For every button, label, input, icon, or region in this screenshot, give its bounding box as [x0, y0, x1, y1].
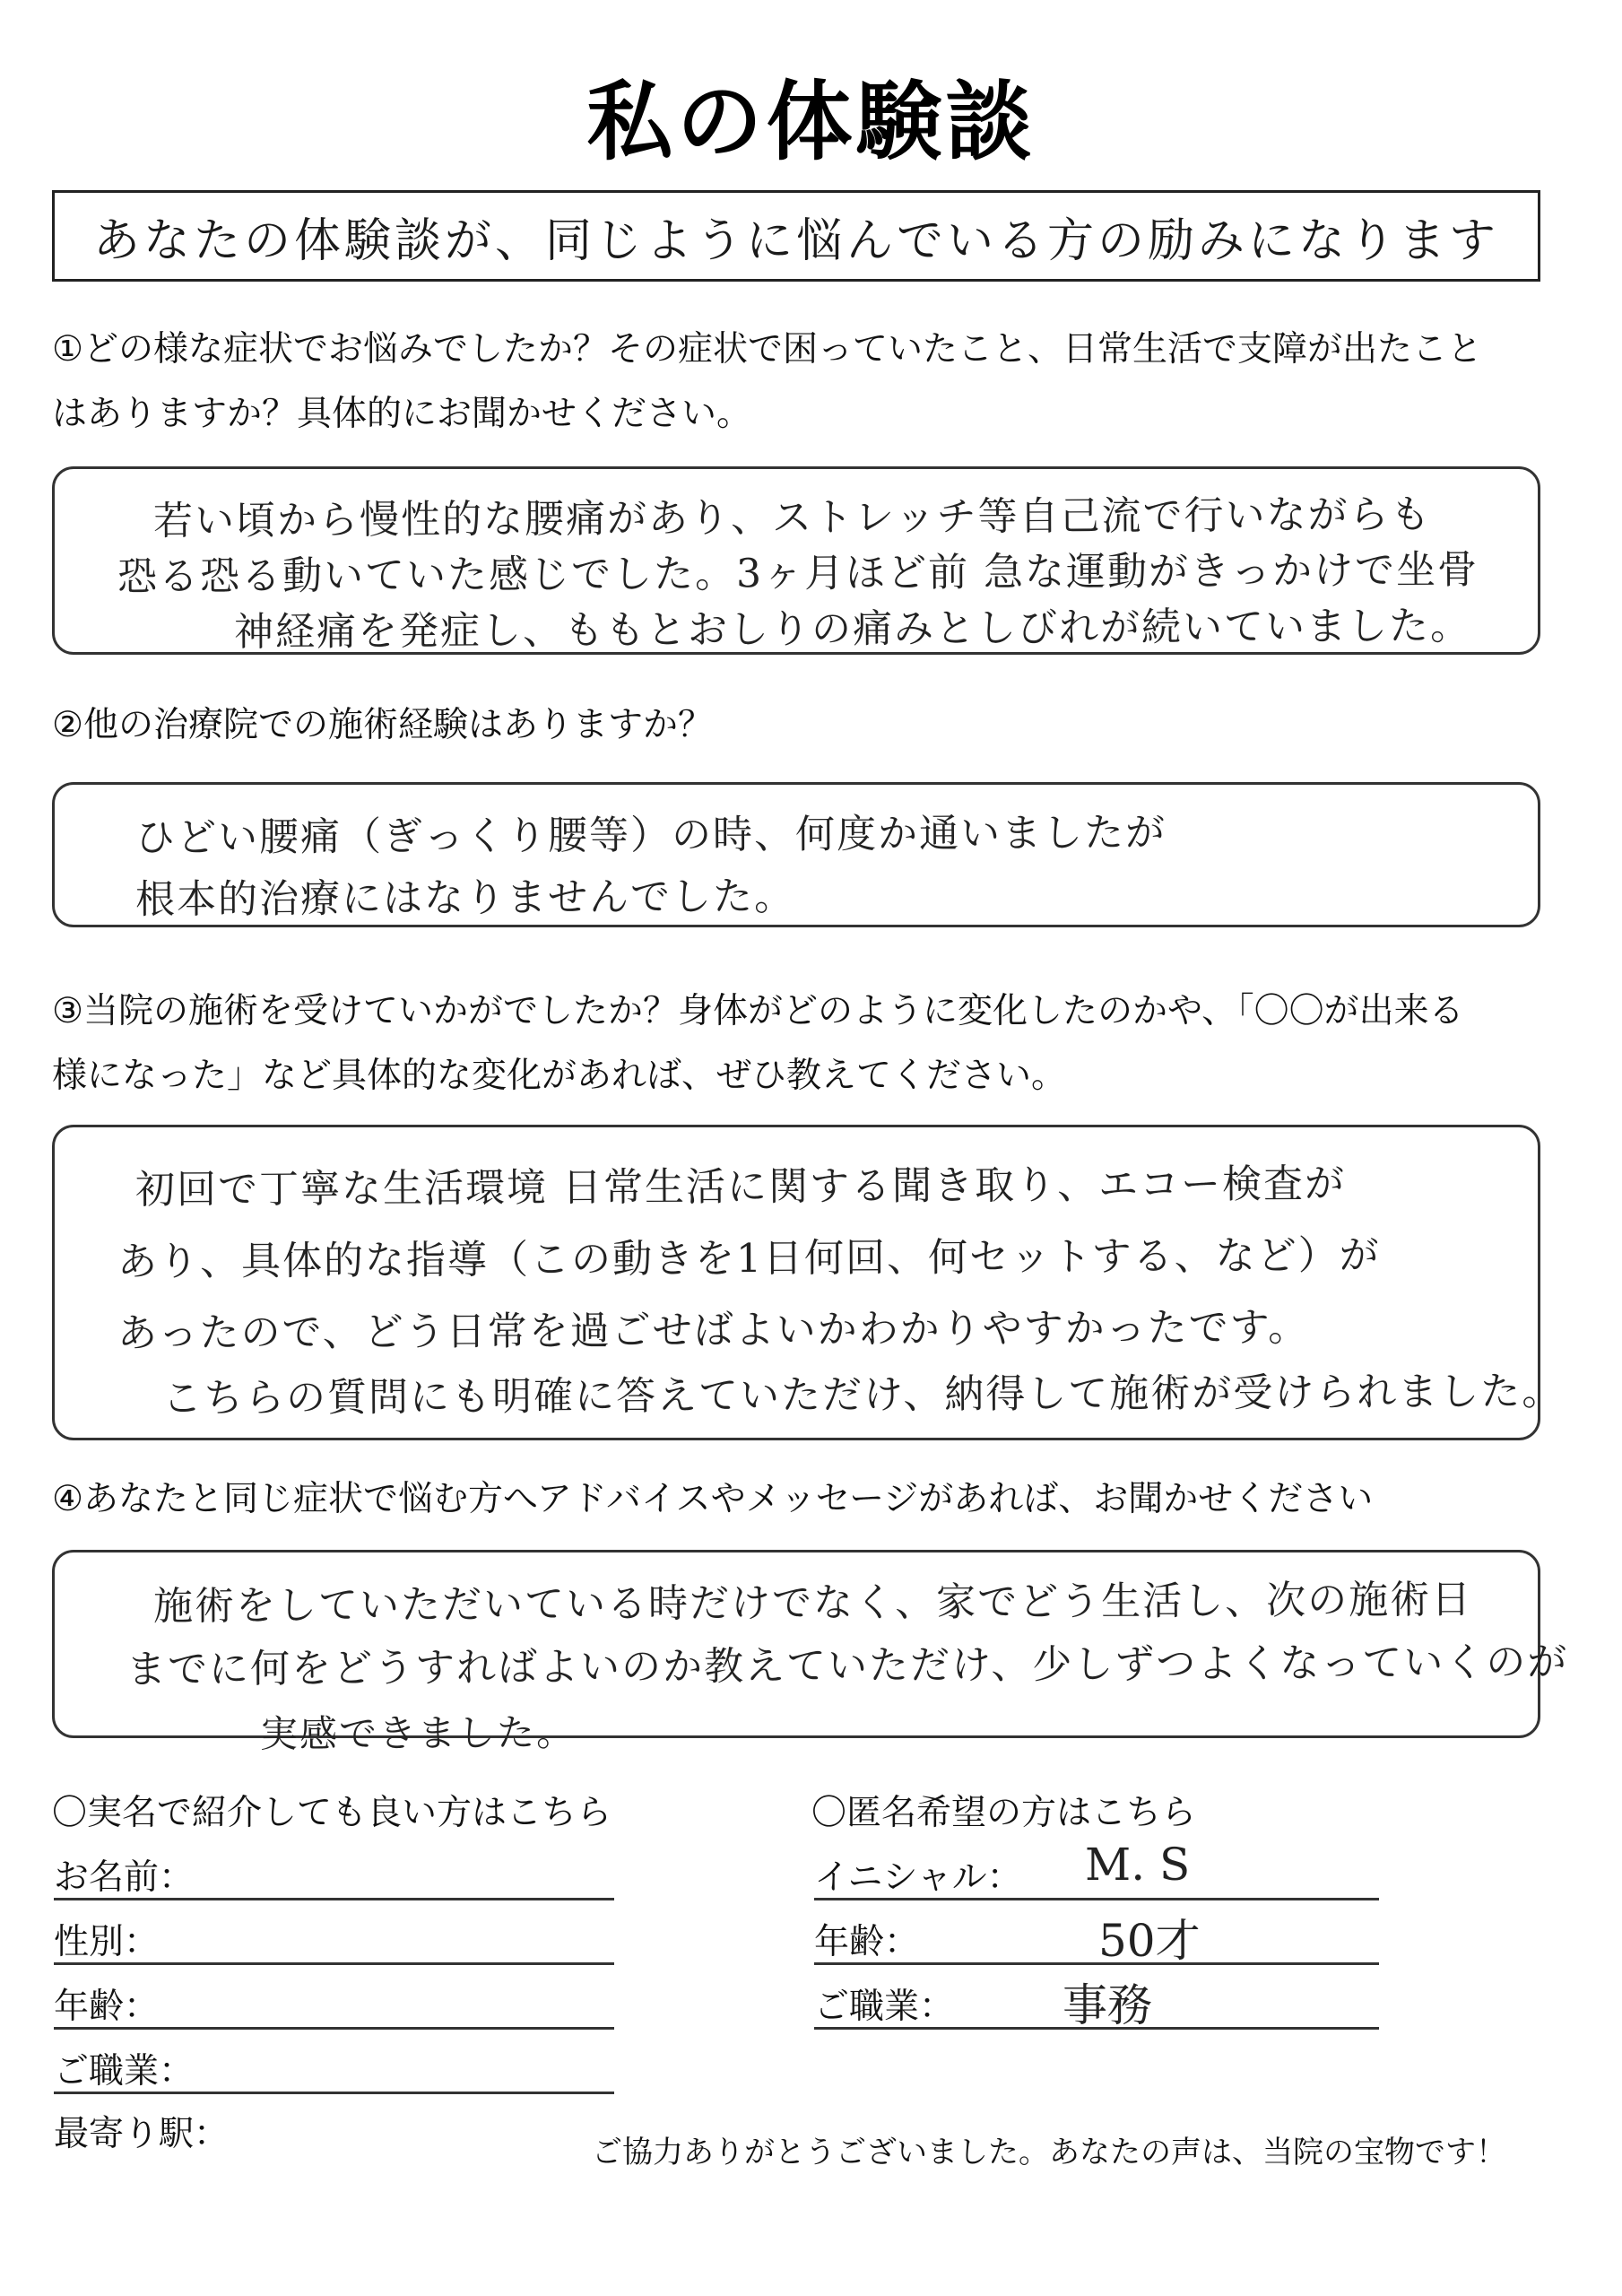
answer-1-line-3: 神経痛を発症し、ももとおしりの痛みとしびれが続いていました。 — [233, 603, 1472, 656]
footer-thanks: ご協力ありがとうございました。あなたの声は、当院の宝物です！ — [592, 2135, 1506, 2170]
question-1-line-1: ①どの様な症状でお悩みでしたか？その症状で困っていたこと、日常生活で支障が出たこと — [52, 329, 1482, 370]
question-1-line-2: はありますか？具体的にお聞かせください。 — [52, 394, 752, 434]
answer-3-line-1: 初回で丁寧な生活環境 日常生活に関する聞き取り、エコー検査が — [134, 1161, 1347, 1213]
answer-box-3 — [52, 1125, 1564, 1440]
name-label: お名前： — [54, 1857, 195, 1898]
name-line — [54, 1898, 614, 1900]
real-name-heading: 〇実名で紹介しても良い方はこちら — [52, 1793, 612, 1833]
page-title: 私の体験談 — [586, 72, 1036, 172]
gender-label: 性別： — [54, 1922, 160, 1962]
question-1 — [52, 317, 1576, 447]
answer-2-line-1: ひどい腰痛（ぎっくり腰等）の時、何度か通いましたが — [134, 809, 1167, 862]
initials-value: M. S — [1085, 1839, 1191, 1891]
anon-age-value: 50才 — [1098, 1915, 1201, 1967]
answer-3-line-3: あったので、どう日常を過ごせばよいかわかりやすかったです。 — [117, 1304, 1310, 1357]
answer-4-line-1: 施術をしていただいている時だけでなく、家でどう生活し、次の施術日 — [152, 1577, 1473, 1630]
question-4-line-1: ④あなたと同じ症状で悩む方へアドバイスやメッセージがあれば、お聞かせください — [52, 1479, 1374, 1519]
age-line — [54, 2027, 614, 2030]
answer-2-line-2: 根本的治療にはなりませんでした。 — [134, 874, 796, 923]
occupation-label: ご職業： — [54, 2051, 195, 2092]
anon-age-label: 年齢： — [814, 1922, 920, 1962]
question-2-line-1: ②他の治療院での施術経験はありますか？ — [52, 705, 713, 745]
gender-line — [54, 1962, 614, 1965]
anonymous-heading: 〇匿名希望の方はこちら — [811, 1793, 1197, 1833]
answer-1-line-2: 恐る恐る動いていた感じでした。3ヶ月ほど前 急な運動がきっかけで坐骨 — [117, 547, 1479, 600]
station-label: 最寄り駅： — [54, 2114, 230, 2154]
age-label: 年齢： — [54, 1987, 160, 2027]
anon-occupation-label: ご職業： — [814, 1987, 955, 2027]
anon-age-line — [814, 1962, 1379, 1965]
initials-line — [814, 1898, 1379, 1900]
occupation-line — [54, 2092, 614, 2094]
initials-label: イニシャル： — [814, 1857, 1022, 1898]
answer-3-line-2: あり、具体的な指導（この動きを1日何回、何セットする、など）が — [117, 1232, 1381, 1285]
question-2 — [52, 693, 1576, 758]
question-3-line-2: 様になった」など具体的な変化があれば、ぜひ教えてください。 — [52, 1056, 1067, 1096]
answer-box-2 — [52, 782, 1540, 927]
answer-box-1 — [52, 466, 1540, 655]
answer-4-line-3: 実感できました。 — [259, 1710, 577, 1756]
banner: あなたの体験談が、同じように悩んでいる方の励みになります — [52, 190, 1540, 282]
anon-occupation-line — [814, 2027, 1379, 2030]
question-4 — [52, 1467, 1576, 1532]
question-3-line-1: ③当院の施術を受けていかがでしたか？身体がどのように変化したのかや、「〇〇が出来る — [52, 991, 1464, 1031]
anon-occupation-value: 事務 — [1063, 1979, 1152, 2031]
answer-4-line-2: までに何をどうすればよいのか教えていただけ、少しずつよくなっていくのが — [126, 1639, 1569, 1693]
answer-3-line-4: こちらの質問にも明確に答えていただけ、納得して施術が受けられました。 — [161, 1368, 1564, 1422]
answer-1-line-1: 若い頃から慢性的な腰痛があり、ストレッチ等自己流で行いながらも — [152, 491, 1432, 544]
question-3 — [52, 979, 1576, 1109]
